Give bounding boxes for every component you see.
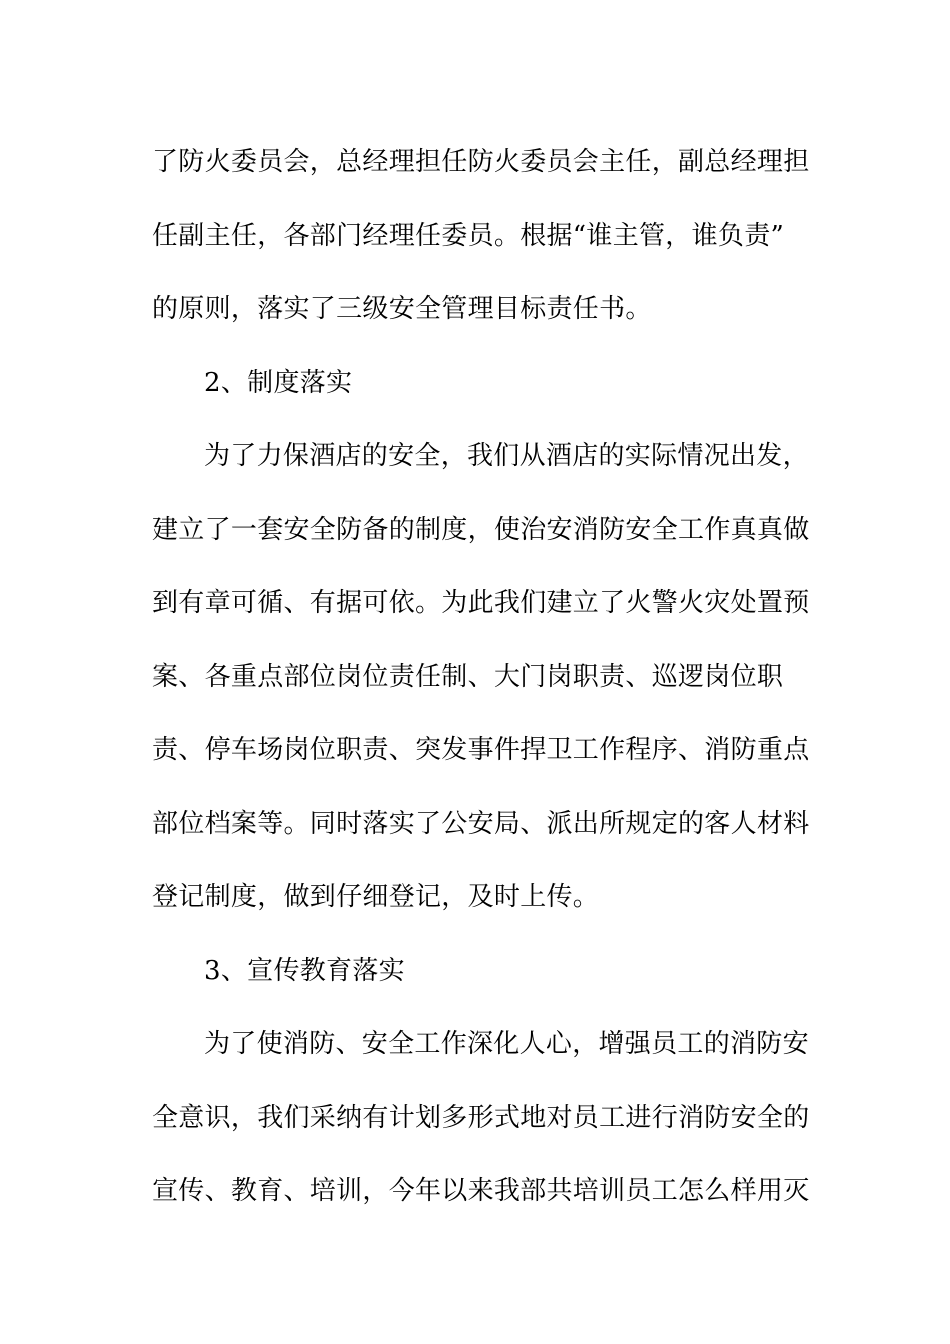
paragraph-line: 建立了一套安全防备的制度，使治安消防安全工作真真做	[152, 514, 810, 545]
paragraph-line: 案、各重点部位岗位责任制、大门岗职责、巡逻岗位职	[152, 661, 784, 692]
paragraph-line: 任副主任，各部门经理任委员。根据“谁主管，谁负责”	[152, 220, 785, 251]
paragraph-line: 全意识，我们采纳有计划多形式地对员工进行消防安全的	[152, 1102, 810, 1133]
paragraph-line: 了防火委员会，总经理担任防火委员会主任，副总经理担	[152, 147, 810, 177]
section-heading: 2、制度落实	[204, 367, 353, 398]
paragraph-line: 责、停车场岗位职责、突发事件捍卫工作程序、消防重点	[152, 735, 810, 765]
paragraph-line: 为了使消防、安全工作深化人心，增强员工的消防安	[204, 1029, 809, 1059]
paragraph-line: 登记制度，做到仔细登记，及时上传。	[152, 882, 600, 912]
section-heading: 3、宣传教育落实	[204, 955, 405, 986]
paragraph-line: 的原则，落实了三级安全管理目标责任书。	[152, 294, 652, 324]
paragraph-line: 为了力保酒店的安全，我们从酒店的实际情况出发，	[204, 441, 809, 471]
paragraph-line: 部位档案等。同时落实了公安局、派出所规定的客人材料	[152, 808, 810, 839]
paragraph-line: 到有章可循、有据可依。为此我们建立了火警火灾处置预	[152, 588, 810, 618]
document-body	[152, 126, 810, 1229]
paragraph-line: 宣传、教育、培训，今年以来我部共培训员工怎么样用灭	[152, 1176, 810, 1206]
